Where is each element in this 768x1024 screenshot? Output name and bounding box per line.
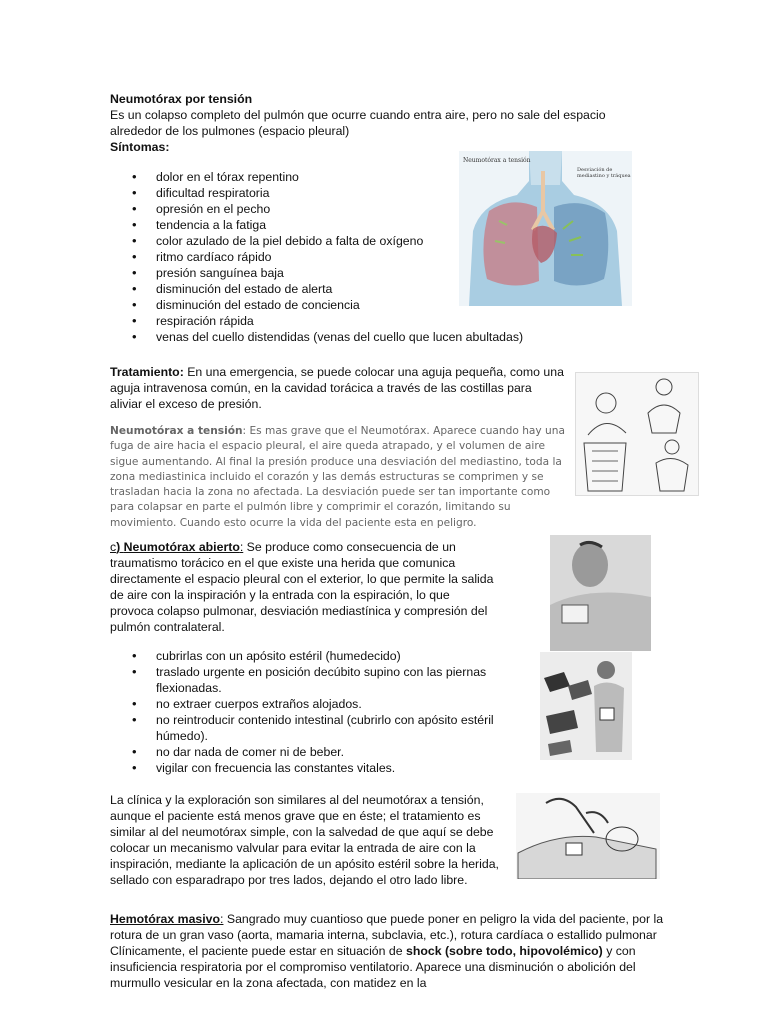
patient-lying-figure bbox=[516, 793, 660, 879]
open-care-list bbox=[110, 648, 510, 776]
tension-label: Neumotórax a tensión bbox=[110, 425, 243, 437]
symptom-item: • presión sanguínea baja bbox=[110, 265, 630, 281]
hemothorax-text-b: y con insuficiencia respiratoria por el compromiso ventilatorio. Aparece una disminución o abolición del murmullo vesicular en la zona afectada, con matidez en la bbox=[110, 944, 636, 990]
hemothorax-title: Hemotórax masivo bbox=[110, 912, 221, 926]
clinical-paragraph: La clínica y la exploración son similares al del neumotórax a tensión, aunque el paciente está menos grave que en éste; el tratamiento es similar al del neumotórax simple, con la salvedad de que aquí se debe colocar un mecanismo valvular para evitar la entrada de aire con la inspiración, mediante la aplicación de un apósito estéril sobre la herida, sellado con esparadrapo por tres lados, dejando el otro lado libre. bbox=[110, 793, 499, 887]
patient-sketch-icon bbox=[576, 373, 698, 495]
hemothorax-text-a: Sangrado muy cuantioso que puede poner en peligro la vida del paciente, por la rotura de un gran vaso (aorta, mamaria interna, subclavia, etc.), rotura cardíaca o estallido pulmonar Clínicamente, el paciente puede estar en situación de bbox=[110, 912, 664, 958]
hemothorax-paragraph bbox=[110, 911, 665, 991]
chest-wound-icon bbox=[550, 535, 651, 651]
symptom-item: • opresión en el pecho bbox=[110, 201, 630, 217]
symptom-item: • disminución del estado de conciencia bbox=[110, 297, 630, 313]
dressing-icon bbox=[540, 652, 632, 760]
open-title: Neumotórax abierto bbox=[123, 540, 240, 554]
hemothorax-shock: shock (sobre todo, hipovolémico) bbox=[406, 944, 603, 958]
lungs-diagram-figure bbox=[459, 151, 632, 306]
care-item: • vigilar con frecuencia las constantes vitales. bbox=[110, 760, 510, 776]
open-letter: c bbox=[110, 540, 117, 554]
figure-label-2: Desviación de mediastino y tráquea bbox=[577, 167, 631, 179]
section-title: Neumotórax por tensión bbox=[110, 92, 253, 106]
tension-paragraph bbox=[110, 424, 565, 531]
hemothorax-colon: : bbox=[220, 912, 224, 926]
patient-lying-icon bbox=[516, 793, 660, 879]
treatment-label: Tratamiento: bbox=[110, 365, 184, 379]
care-item: • cubrirlas con un apósito estéril (humedecido) bbox=[110, 648, 510, 664]
open-colon: : bbox=[239, 540, 244, 554]
figure-label-1: Neumotórax a tensión bbox=[463, 157, 531, 164]
symptom-item: • respiración rápida bbox=[110, 313, 630, 329]
section-intro: Es un colapso completo del pulmón que ocurre cuando entra aire, pero no sale del espacio alrededor de los pulmones (espacio pleural) bbox=[110, 108, 606, 138]
symptom-item: • ritmo cardíaco rápido bbox=[110, 249, 630, 265]
open-pneumothorax-paragraph bbox=[110, 539, 495, 635]
treatment-text: En una emergencia, se puede colocar una aguja pequeña, como una aguja intravenosa común, en la cavidad torácica a través de las costillas para aliviar el exceso de presión. bbox=[110, 365, 564, 411]
tension-text: : Es mas grave que el Neumotórax. Aparece cuando hay una fuga de aire hacia el espacio pleural, el aire queda atrapado, y el volumen de aire sigue aumentando. Al final la presión produce una desviación del mediastino, toda la zona mediastinica incluido el corazón y las demás estructuras se comprimen y se trasladan hacia la zona no afectada. La desviación puede ser tan importante como para colapsar en parte el pulmón libre y comprimir el corazón, limitando su movimiento. Cuando esto ocurre la vida del paciente esta en peligro. bbox=[110, 425, 565, 529]
symptom-item: • tendencia a la fatiga bbox=[110, 217, 630, 233]
symptom-item: • color azulado de la piel debido a falta de oxígeno bbox=[110, 233, 630, 249]
open-text: Se produce como consecuencia de un traumatismo torácico en el que existe una herida que comunica directamente el espacio pleural con el exterior, lo que permite la salida de aire con la inspiración y la entrada con la espiración, lo que provoca colapso pulmonar, desviación mediastínica y compresión del pulmón contralateral. bbox=[110, 540, 494, 634]
care-item: • no extraer cuerpos extraños alojados. bbox=[110, 696, 510, 712]
treatment-paragraph bbox=[110, 364, 565, 412]
symptoms-label: Síntomas: bbox=[110, 140, 170, 154]
symptom-item: • venas del cuello distendidas (venas del cuello que lucen abultadas) bbox=[110, 329, 630, 345]
chest-wound-figure bbox=[550, 535, 651, 651]
open-paren: ) bbox=[116, 540, 124, 554]
care-item: • traslado urgente en posición decúbito supino con las piernas flexionadas. bbox=[110, 664, 510, 696]
section-neumotorax-tension bbox=[110, 91, 620, 155]
patient-sketch-figure bbox=[575, 372, 699, 496]
symptom-item: • dificultad respiratoria bbox=[110, 185, 630, 201]
care-item: • no reintroducir contenido intestinal (cubrirlo con apósito estéril húmedo). bbox=[110, 712, 510, 744]
care-item: • no dar nada de comer ni de beber. bbox=[110, 744, 510, 760]
symptom-item: • dolor en el tórax repentino bbox=[110, 169, 630, 185]
dressing-figure bbox=[540, 652, 632, 760]
symptom-item: • disminución del estado de alerta bbox=[110, 281, 630, 297]
